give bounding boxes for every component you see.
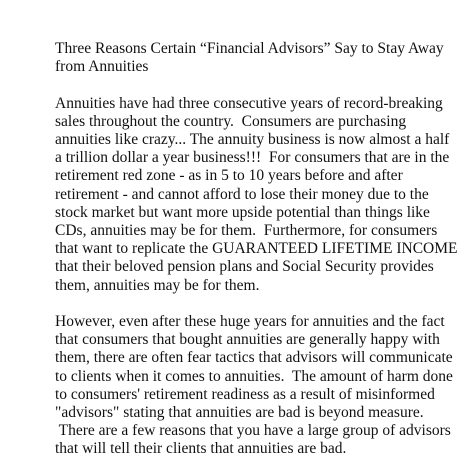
paragraph-1-line-1: Annuities have had three consecutive years of record-breaking xyxy=(55,94,443,112)
title-line-2: from Annuities xyxy=(55,58,149,76)
paragraph-gap xyxy=(55,76,467,94)
paragraph-1-line-9: that want to replicate the GUARANTEED LIFETIME INCOME xyxy=(55,240,458,258)
paragraph-1-line-7: stock market but want more upside potential than things like xyxy=(55,203,430,221)
document-body xyxy=(55,40,467,459)
paragraph-1-line-11: them, annuities may be for them. xyxy=(55,276,260,294)
paragraph-2-line-5: to consumers' retirement readiness as a result of misinformed xyxy=(55,385,435,403)
paragraph-1-line-5: retirement red zone - as in 5 to 10 years before and after xyxy=(55,167,403,185)
paragraph-2-line-4: to clients when it comes to annuities. The amount of harm done xyxy=(55,367,453,385)
paragraph-2-line-2: that consumers that bought annuities are generally happy with xyxy=(55,331,440,349)
paragraph-2-line-8: that will tell their clients that annuities are bad. xyxy=(55,440,347,458)
paragraph-2-line-3: them, there are often fear tactics that advisors will communicate xyxy=(55,349,453,367)
paragraph-1-line-4: a trillion dollar a year business!!! For consumers that are in the xyxy=(55,149,450,167)
paragraph-2 xyxy=(55,313,467,459)
document-title xyxy=(55,40,467,76)
paragraph-gap xyxy=(55,295,467,313)
paragraph-1 xyxy=(55,95,467,295)
paragraph-1-line-6: retirement - and cannot afford to lose their money due to the xyxy=(55,185,429,203)
paragraph-1-line-3: annuities like crazy... The annuity business is now almost a half xyxy=(55,131,450,148)
title-line-1: Three Reasons Certain “Financial Advisors” Say to Stay Away xyxy=(55,40,444,57)
paragraph-1-line-2: sales throughout the country. Consumers are purchasing xyxy=(55,112,407,130)
paragraph-1-line-8: CDs, annuities may be for them. Furthermore, for consumers xyxy=(55,222,438,240)
paragraph-2-line-7: There are a few reasons that you have a large group of advisors xyxy=(55,422,451,440)
paragraph-1-line-10: that their beloved pension plans and Social Security provides xyxy=(55,258,434,276)
paragraph-2-line-6: "advisors" stating that annuities are bad is beyond measure. xyxy=(55,404,424,422)
paragraph-2-line-1: However, even after these huge years for annuities and the fact xyxy=(55,313,445,331)
